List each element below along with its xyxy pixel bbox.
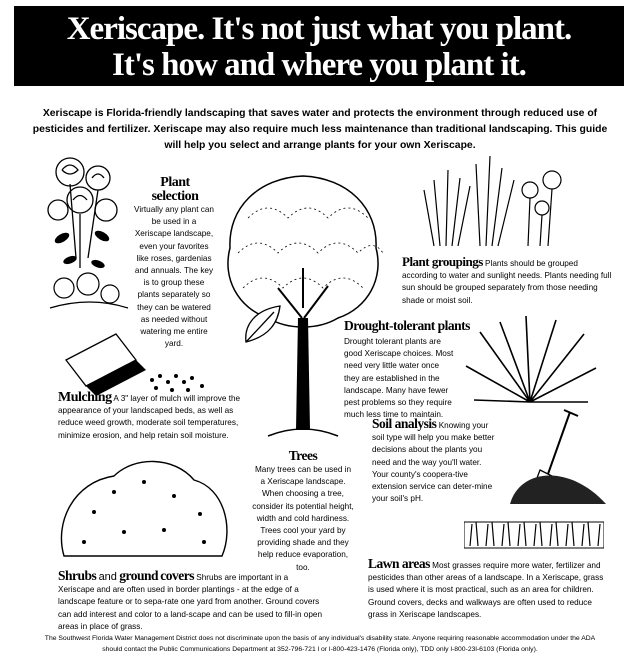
trees-text: Many trees can be used in a Xeriscape landscape. When choosing a tree, consider its potential height, width and cold hardiness. Trees cool your yard by providing shade and they help reduce evaporation, too. [252,465,354,572]
lawn-title: Lawn areas [368,556,430,571]
mulching-title: Mulching [58,390,112,405]
soil-block [372,418,498,505]
leaf-illustration [240,302,290,348]
roses-illustration [40,148,132,318]
shrubs-block [58,570,326,633]
mulching-block [58,392,260,442]
shrubs-text: Shrubs are important in a Xeriscape and are often used in border plantings - at the edge of a landscape feature or to sepa-rate one yard from another. Ground covers can add interest and color to a land-scape and can be used to fill-in open areas in place of grass. [58,573,322,631]
intro-text: Xeriscape is Florida-friendly landscaping that saves water and protects the environment through reduced use of pesticides and fertilizer. Xeriscape may also require much less maintenance than traditional landscaping. This guide will help you select and arrange plants for your own Xeriscape. [32,108,608,151]
shrub-illustration [54,452,234,562]
plant-groupings-text: Plants should be grouped according to water and sunlight needs. Plants needing full sun should be grouped separately from those needing shade or moist soil. [402,259,612,305]
plant-selection-title-line-2: selection [151,189,199,204]
shrubs-title-ground: ground [119,568,158,583]
lawn-block [368,558,610,621]
soil-title: Soil analysis [372,416,437,431]
shrubs-title-and: and [98,571,117,583]
banner-line-2: It's how and where you plant it. [112,47,526,83]
title-banner [14,6,624,86]
mulching-text: A 3" layer of mulch will improve the appearance of your landscaped beds, as well as reduce weed growth, moderate soil temperatures, minimize erosion, and help retain soil moisture. [58,394,241,440]
lawn-illustration [464,512,604,550]
plant-groupings-block [402,256,614,307]
shrubs-title-shrubs: Shrubs [58,568,97,583]
trees-title: Trees [288,448,318,463]
soil-shovel-illustration [500,408,610,508]
drought-title: Drought-tolerant plants [344,318,470,333]
soil-text: Knowing your soil type will help you make better decisions about the plants you need and the way you'll water. Your county's coopera-tive extension service can deter-mine your soil's pH. [372,421,495,504]
plant-selection-text: Virtually any plant can be used in a Xeriscape landscape, even your favorites like roses, gardenias and annuals. The key is to group these plants separately so they can be watered as needed without watering me entire yard. [134,205,214,349]
footer-disclaimer: The Southwest Florida Water Management District does not discriminate upon the basis of any individual's disability state. Anyone requiring reasonable accommodation under the ADA should contact the Public Communications Department at 352-796-721 l or l-800-423-1476 (Florida only), TDD only l-800-23l-6103 (Florida only). [44,635,596,653]
plant-selection-title-line-1: Plant [160,175,190,190]
shrubs-title-covers: covers [160,568,194,583]
plant-groupings-title: Plant groupings [402,254,483,269]
plant-selection-title [140,176,210,204]
grasses-illustration [420,150,570,250]
banner-line-1: Xeriscape. It's not just what you plant. [66,11,572,47]
lawn-text: Most grasses require more water, fertilizer and pesticides than other areas of a landscape. In a Xeriscape, grass is used where it is most practical, such as an area for children. Ground covers, decks and walkways are often used to reduce grass in Xeriscape landscapes. [368,561,604,619]
drought-text: Drought tolerant plants are good Xeriscape choices. Most need very little water once they are established in the landscape. Many have fewer pest problems so they require much less time to maintain. [344,337,454,420]
palm-illustration [460,312,600,412]
